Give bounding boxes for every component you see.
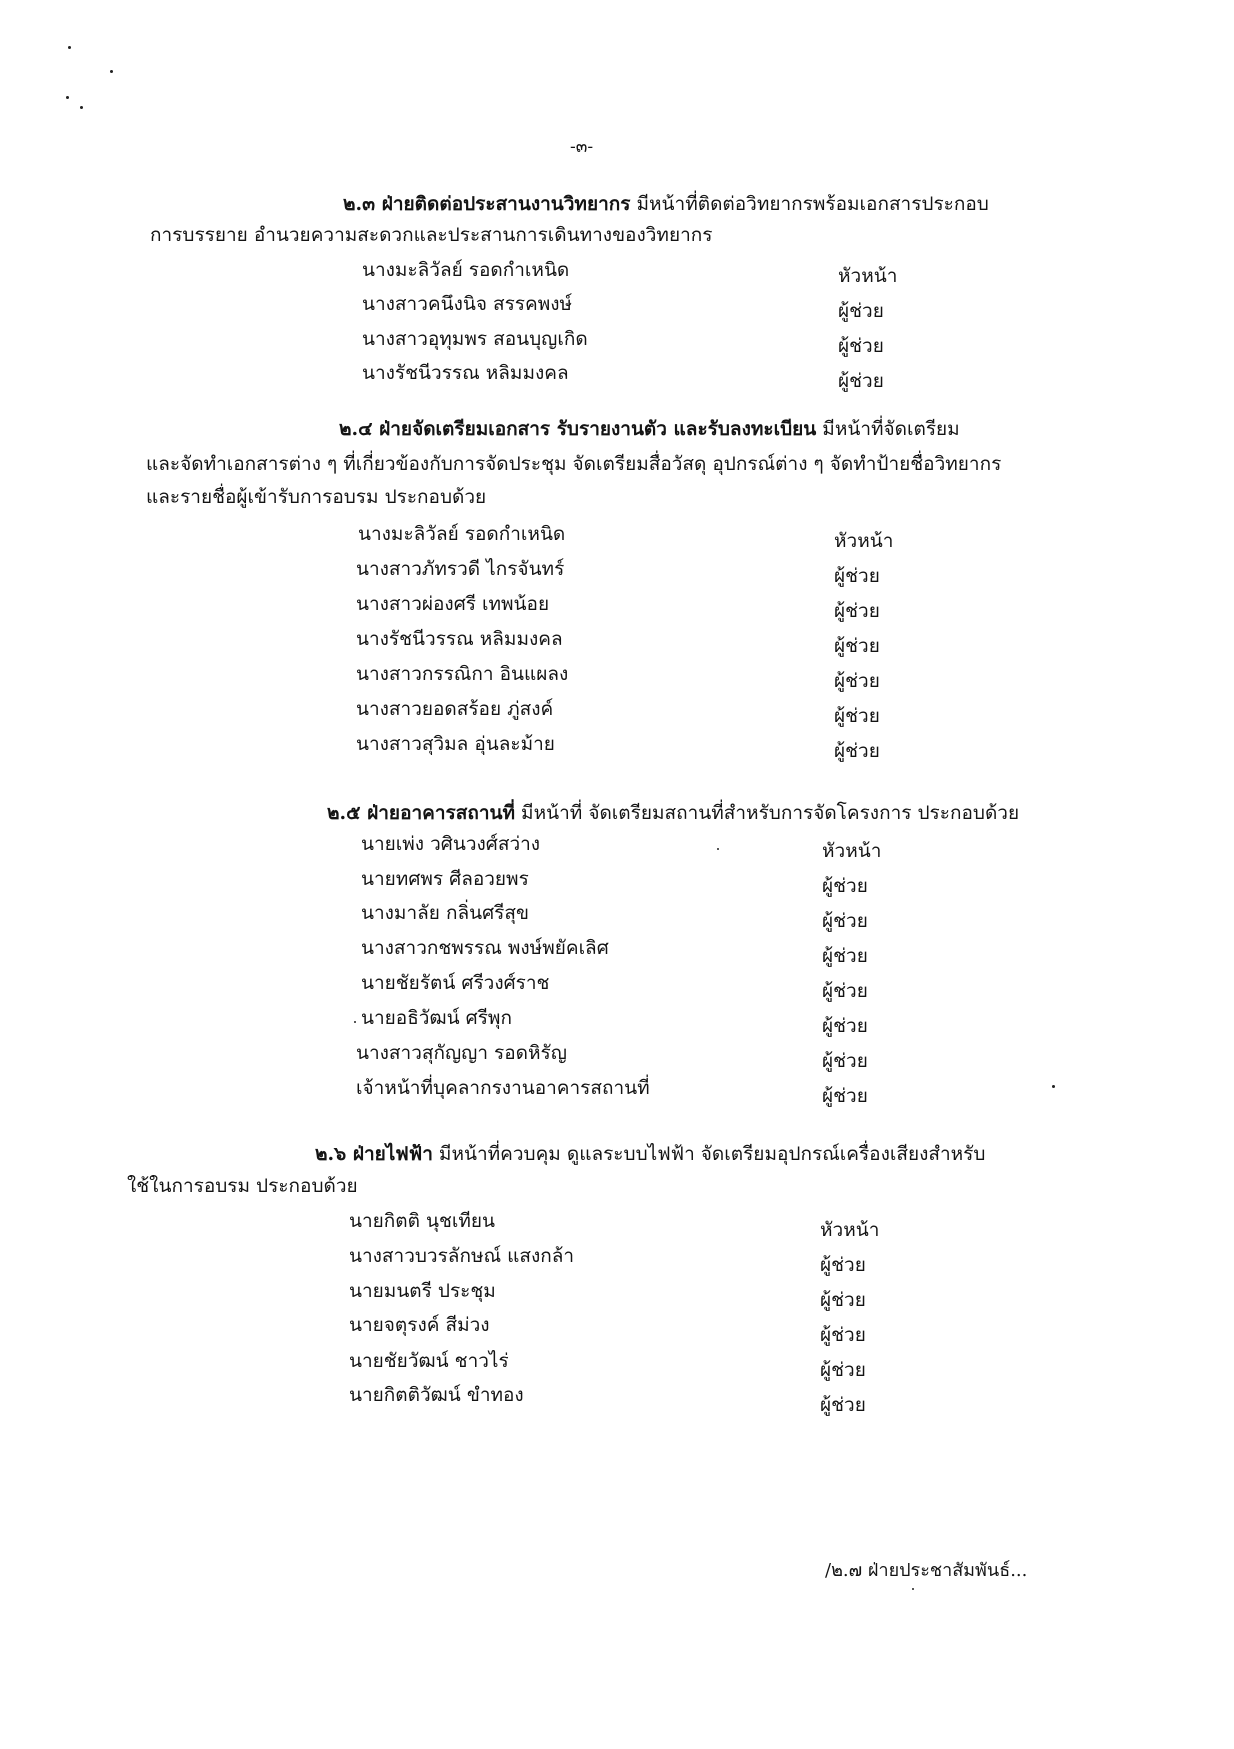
member-role: ผู้ช่วย xyxy=(834,740,880,762)
member-role: หัวหน้า xyxy=(834,530,894,552)
scan-speck xyxy=(80,106,83,109)
member-role: หัวหน้า xyxy=(822,840,882,862)
member-name: นางรัชนีวรรณ หลิมมงคล xyxy=(362,362,569,384)
scan-speck xyxy=(1052,1085,1055,1088)
section-2-5-lead-text: มีหน้าที่ จัดเตรียมสถานที่สำหรับการจัดโครงการ ประกอบด้วย xyxy=(515,802,1020,824)
member-name: นางสาวภัทรวดี ไกรจันทร์ xyxy=(356,558,565,580)
scan-speck xyxy=(66,96,69,99)
section-2-5-lead xyxy=(327,798,1019,828)
member-name: นางสาวอุทุมพร สอนบุญเกิด xyxy=(362,328,588,350)
member-role: หัวหน้า xyxy=(820,1219,880,1241)
scan-speck xyxy=(912,1588,914,1590)
member-name: นางสาวผ่องศรี เทพน้อย xyxy=(356,593,550,615)
member-name: นายเพ่ง วศินวงศ์สว่าง xyxy=(361,833,541,855)
member-role: ผู้ช่วย xyxy=(834,705,880,727)
member-name: นางสาวกชพรรณ พงษ์พยัคเลิศ xyxy=(361,937,609,959)
member-role: ผู้ช่วย xyxy=(820,1394,866,1416)
member-name: นายอธิวัฒน์ ศรีพุก xyxy=(361,1007,512,1029)
footer-continuation: /๒.๗ ฝ่ายประชาสัมพันธ์... xyxy=(825,1560,1028,1581)
member-role: ผู้ช่วย xyxy=(822,875,868,897)
member-role: ผู้ช่วย xyxy=(822,1085,868,1107)
member-name: เจ้าหน้าที่บุคลากรงานอาคารสถานที่ xyxy=(356,1077,650,1099)
member-role: ผู้ช่วย xyxy=(820,1359,866,1381)
section-2-4-continuation: และจัดทำเอกสารต่าง ๆ ที่เกี่ยวข้องกับการจัดประชุม จัดเตรียมสื่อวัสดุ อุปกรณ์ต่าง ๆ จัดทำป้ายชื่อวิทยากร xyxy=(146,453,1002,475)
section-2-3-lead-text: มีหน้าที่ติดต่อวิทยากรพร้อมเอกสารประกอบ xyxy=(630,193,989,215)
section-2-6-lead-text: มีหน้าที่ควบคุม ดูแลระบบไฟฟ้า จัดเตรียมอุปกรณ์เครื่องเสียงสำหรับ xyxy=(432,1143,986,1165)
member-name: นางสาวสุวิมล อุ่นละม้าย xyxy=(356,733,555,755)
member-name: นายกิตติวัฒน์ ขำทอง xyxy=(349,1384,524,1406)
member-name: นางสาวบวรลักษณ์ แสงกล้า xyxy=(349,1245,575,1267)
member-name: นางรัชนีวรรณ หลิมมงคล xyxy=(356,628,563,650)
member-name: นายจตุรงค์ สีม่วง xyxy=(349,1314,490,1336)
page-number: -๓- xyxy=(570,137,594,157)
member-name: นางสาวกรรณิกา อินแผลง xyxy=(356,663,569,685)
scan-speck xyxy=(68,46,71,49)
member-name: นางสาวสุกัญญา รอดหิรัญ xyxy=(356,1042,567,1064)
section-2-6-continuation: ใช้ในการอบรม ประกอบด้วย xyxy=(127,1175,358,1197)
member-role: ผู้ช่วย xyxy=(820,1289,866,1311)
member-name: นางสาวยอดสร้อย ภู่สงค์ xyxy=(356,698,554,720)
member-name: นางมะลิวัลย์ รอดกำเหนิด xyxy=(362,259,570,281)
section-2-4-lead xyxy=(339,414,960,444)
member-role: ผู้ช่วย xyxy=(822,945,868,967)
member-role: หัวหน้า xyxy=(838,265,898,287)
member-name: นางมาลัย กลิ่นศรีสุข xyxy=(361,902,529,924)
member-name: นายกิตติ นุชเทียน xyxy=(349,1210,496,1232)
member-role: ผู้ช่วย xyxy=(834,600,880,622)
member-role: ผู้ช่วย xyxy=(834,635,880,657)
member-role: ผู้ช่วย xyxy=(822,910,868,932)
section-2-6-heading: ๒.๖ ฝ่ายไฟฟ้า xyxy=(315,1143,433,1165)
member-role: ผู้ช่วย xyxy=(822,1015,868,1037)
member-name: นายชัยรัตน์ ศรีวงศ์ราช xyxy=(361,972,550,994)
member-name: นายมนตรี ประชุม xyxy=(349,1280,496,1302)
scan-speck xyxy=(354,1021,356,1023)
member-role: ผู้ช่วย xyxy=(822,1050,868,1072)
section-2-3-lead xyxy=(343,189,989,219)
section-2-5-heading: ๒.๕ ฝ่ายอาคารสถานที่ xyxy=(327,802,516,824)
member-name: นายทศพร ศีลอวยพร xyxy=(361,868,529,890)
section-2-6-lead xyxy=(315,1139,985,1169)
scan-speck xyxy=(110,70,113,73)
member-role: ผู้ช่วย xyxy=(838,335,884,357)
member-name: นางสาวคนึงนิจ สรรคพงษ์ xyxy=(362,293,573,315)
section-2-4-continuation: และรายชื่อผู้เข้ารับการอบรม ประกอบด้วย xyxy=(146,486,487,508)
member-role: ผู้ช่วย xyxy=(820,1254,866,1276)
member-name: นางมะลิวัลย์ รอดกำเหนิด xyxy=(358,523,566,545)
member-name: นายชัยวัฒน์ ชาวไร่ xyxy=(349,1350,509,1372)
section-2-4-lead-text: มีหน้าที่จัดเตรียม xyxy=(816,418,960,440)
section-2-3-heading: ๒.๓ ฝ่ายติดต่อประสานงานวิทยากร xyxy=(343,193,631,215)
section-2-3-continuation: การบรรยาย อำนวยความสะดวกและประสานการเดินทางของวิทยากร xyxy=(150,224,713,246)
scan-speck xyxy=(717,848,719,850)
member-role: ผู้ช่วย xyxy=(834,670,880,692)
member-role: ผู้ช่วย xyxy=(838,300,884,322)
section-2-4-heading: ๒.๔ ฝ่ายจัดเตรียมเอกสาร รับรายงานตัว และรับลงทะเบียน xyxy=(339,418,817,440)
member-role: ผู้ช่วย xyxy=(820,1324,866,1346)
member-role: ผู้ช่วย xyxy=(834,565,880,587)
member-role: ผู้ช่วย xyxy=(838,370,884,392)
member-role: ผู้ช่วย xyxy=(822,980,868,1002)
